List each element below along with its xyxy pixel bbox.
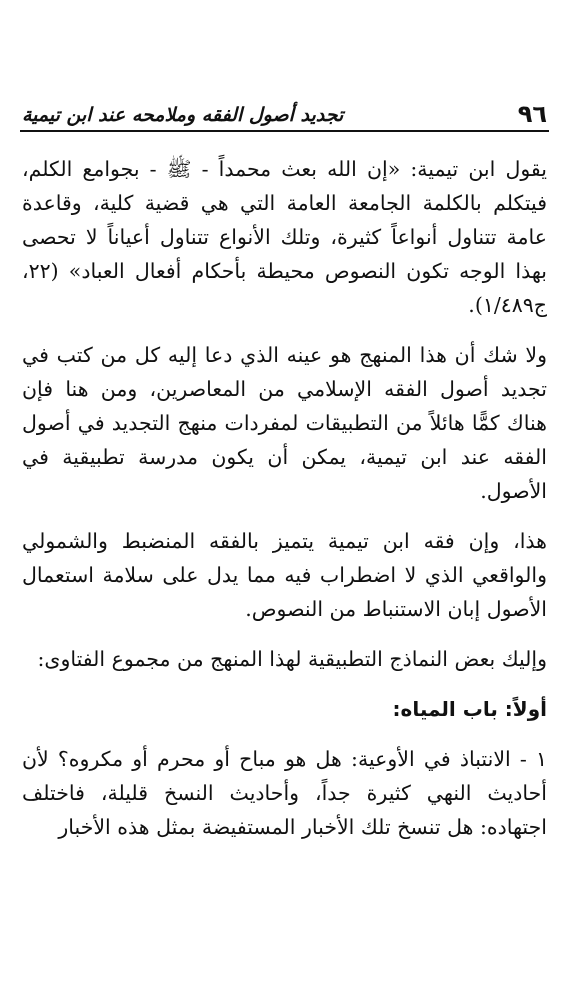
paragraph-method: ولا شك أن هذا المنهج هو عينه الذي دعا إليه كل من كتب في تجديد أصول الفقه الإسلامي من المعاصرين، ومن هنا فإن هناك كمًّا هائلاً من التطبيقات لمفردات منهج التجديد في أصول الفقه عند ابن تيمية، يمكن أن يكون مدرسة تطبيقية في الأصول. xyxy=(22,343,547,503)
page-number: ٩٦ xyxy=(517,100,547,128)
page-header xyxy=(22,96,547,126)
paragraph-examples-intro: وإليك بعض النماذج التطبيقية لهذا المنهج من مجموع الفتاوى: xyxy=(37,647,547,671)
paragraph-fiqh: هذا، وإن فقه ابن تيمية يتميز بالفقه المنضبط والشمولي والواقعي الذي لا اضطراب فيه مما يدل على سلامة استعمال الأصول إبان الاستنباط من النصوص. xyxy=(22,529,547,621)
section-heading: أولاً: باب المياه: xyxy=(392,697,547,721)
paragraph-quote: يقول ابن تيمية: «إن الله بعث محمداً - ﷺ - بجوامع الكلم، فيتكلم بالكلمة الجامعة العامة التي هي قضية كلية، وقاعدة عامة تتناول أنواعاً كثيرة، وتلك الأنواع تتناول أعياناً لا تحصى بهذا الوجه تكون النصوص محيطة بأحكام أفعال العباد» (٢٢، ج١/٤٨٩). xyxy=(22,157,547,317)
list-item-1: ١ - الانتباذ في الأوعية: هل هو مباح أو محرم أو مكروه؟ لأن أحاديث النهي كثيرة جداً، وأحاديث النسخ قليلة، فاختلف اجتهاده: هل تنسخ تلك الأخبار المستفيضة بمثل هذه الأخبار xyxy=(22,747,547,839)
running-title: تجديد أصول الفقه وملامحه عند ابن تيمية xyxy=(22,104,344,126)
body-text xyxy=(22,152,547,844)
header-rule xyxy=(20,130,549,132)
